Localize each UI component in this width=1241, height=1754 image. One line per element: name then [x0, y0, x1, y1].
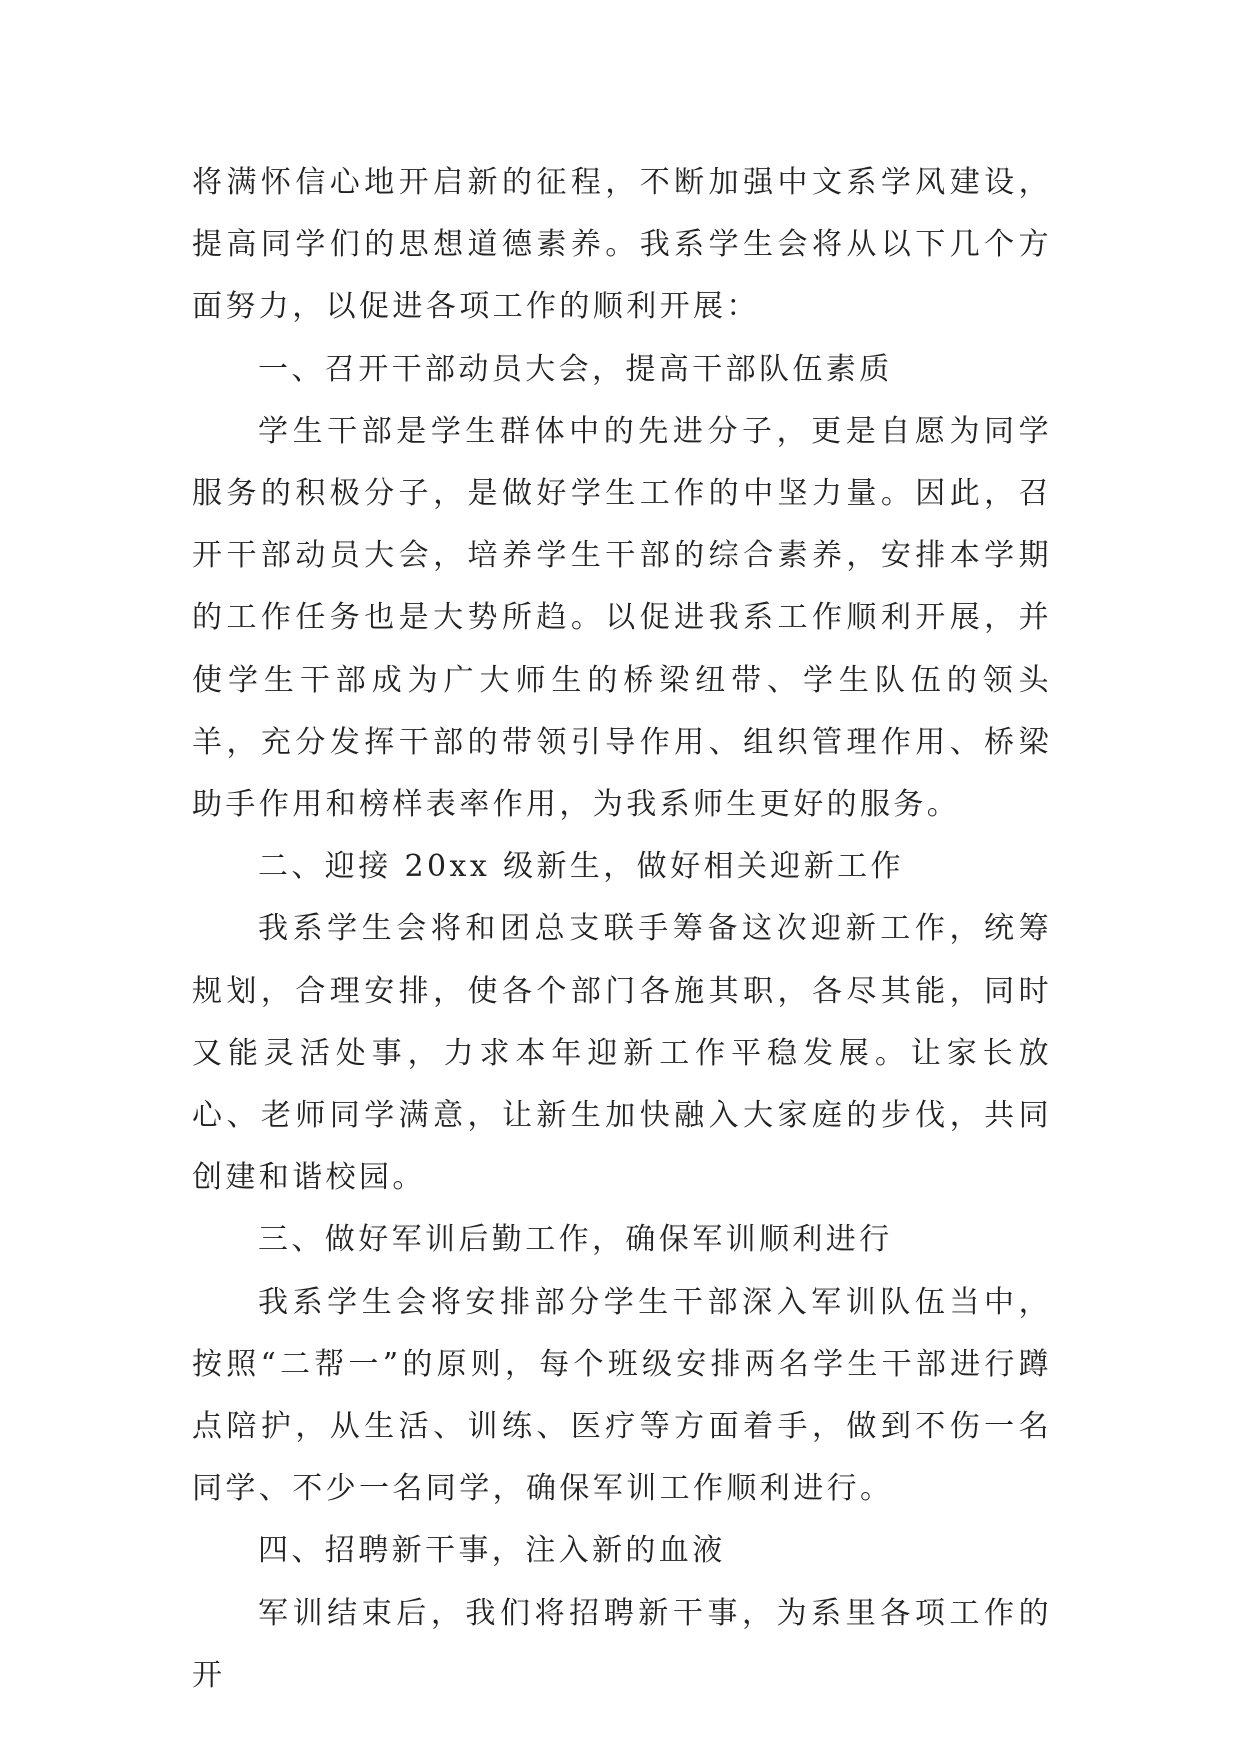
paragraph-section-4: 军训结束后，我们将招聘新干事，为系里各项工作的开 — [192, 1595, 1052, 1693]
paragraph-section-2: 我系学生会将和团总支联手筹备这次迎新工作，统筹规划，合理安排，使各个部门各施其职，各尽其能，同时又能灵活处事，力求本年迎新工作平稳发展。让家长放心、老师同学满意，让新生加快融入大家庭的步伐，共同创建和谐校园。 — [192, 911, 1052, 1196]
paragraph-section-1: 学生干部是学生群体中的先进分子，更是自愿为同学服务的积极分子，是做好学生工作的中坚力量。因此，召开干部动员大会，培养学生干部的综合素养，安排本学期的工作任务也是大势所趋。以促进我系工作顺利开展，并使学生干部成为广大师生的桥梁纽带、学生队伍的领头羊，充分发挥干部的带领引导作用、组织管理作用、桥梁助手作用和榜样表率作用，为我系师生更好的服务。 — [192, 413, 1052, 823]
section-heading-3: 三、做好军训后勤工作，确保军训顺利进行 — [258, 1222, 893, 1258]
paragraph-intro-continued: 将满怀信心地开启新的征程，不断加强中文系学风建设，提高同学们的思想道德素养。我系学生会将从以下几个方面努力，以促进各项工作的顺利开展： — [192, 165, 1052, 325]
section-heading-2: 二、迎接 20xx 级新生，做好相关迎新工作 — [258, 849, 904, 885]
section-heading-1: 一、召开干部动员大会，提高干部队伍素质 — [258, 351, 893, 387]
section-heading-4: 四、招聘新干事，注入新的血液 — [258, 1533, 726, 1569]
paragraph-section-3: 我系学生会将安排部分学生干部深入军训队伍当中，按照“二帮一”的原则，每个班级安排两名学生干部进行蹲点陪护，从生活、训练、医疗等方面着手，做到不伤一名同学、不少一名同学，确保军训工作顺利进行。 — [192, 1284, 1052, 1507]
document-body — [192, 152, 1052, 1707]
